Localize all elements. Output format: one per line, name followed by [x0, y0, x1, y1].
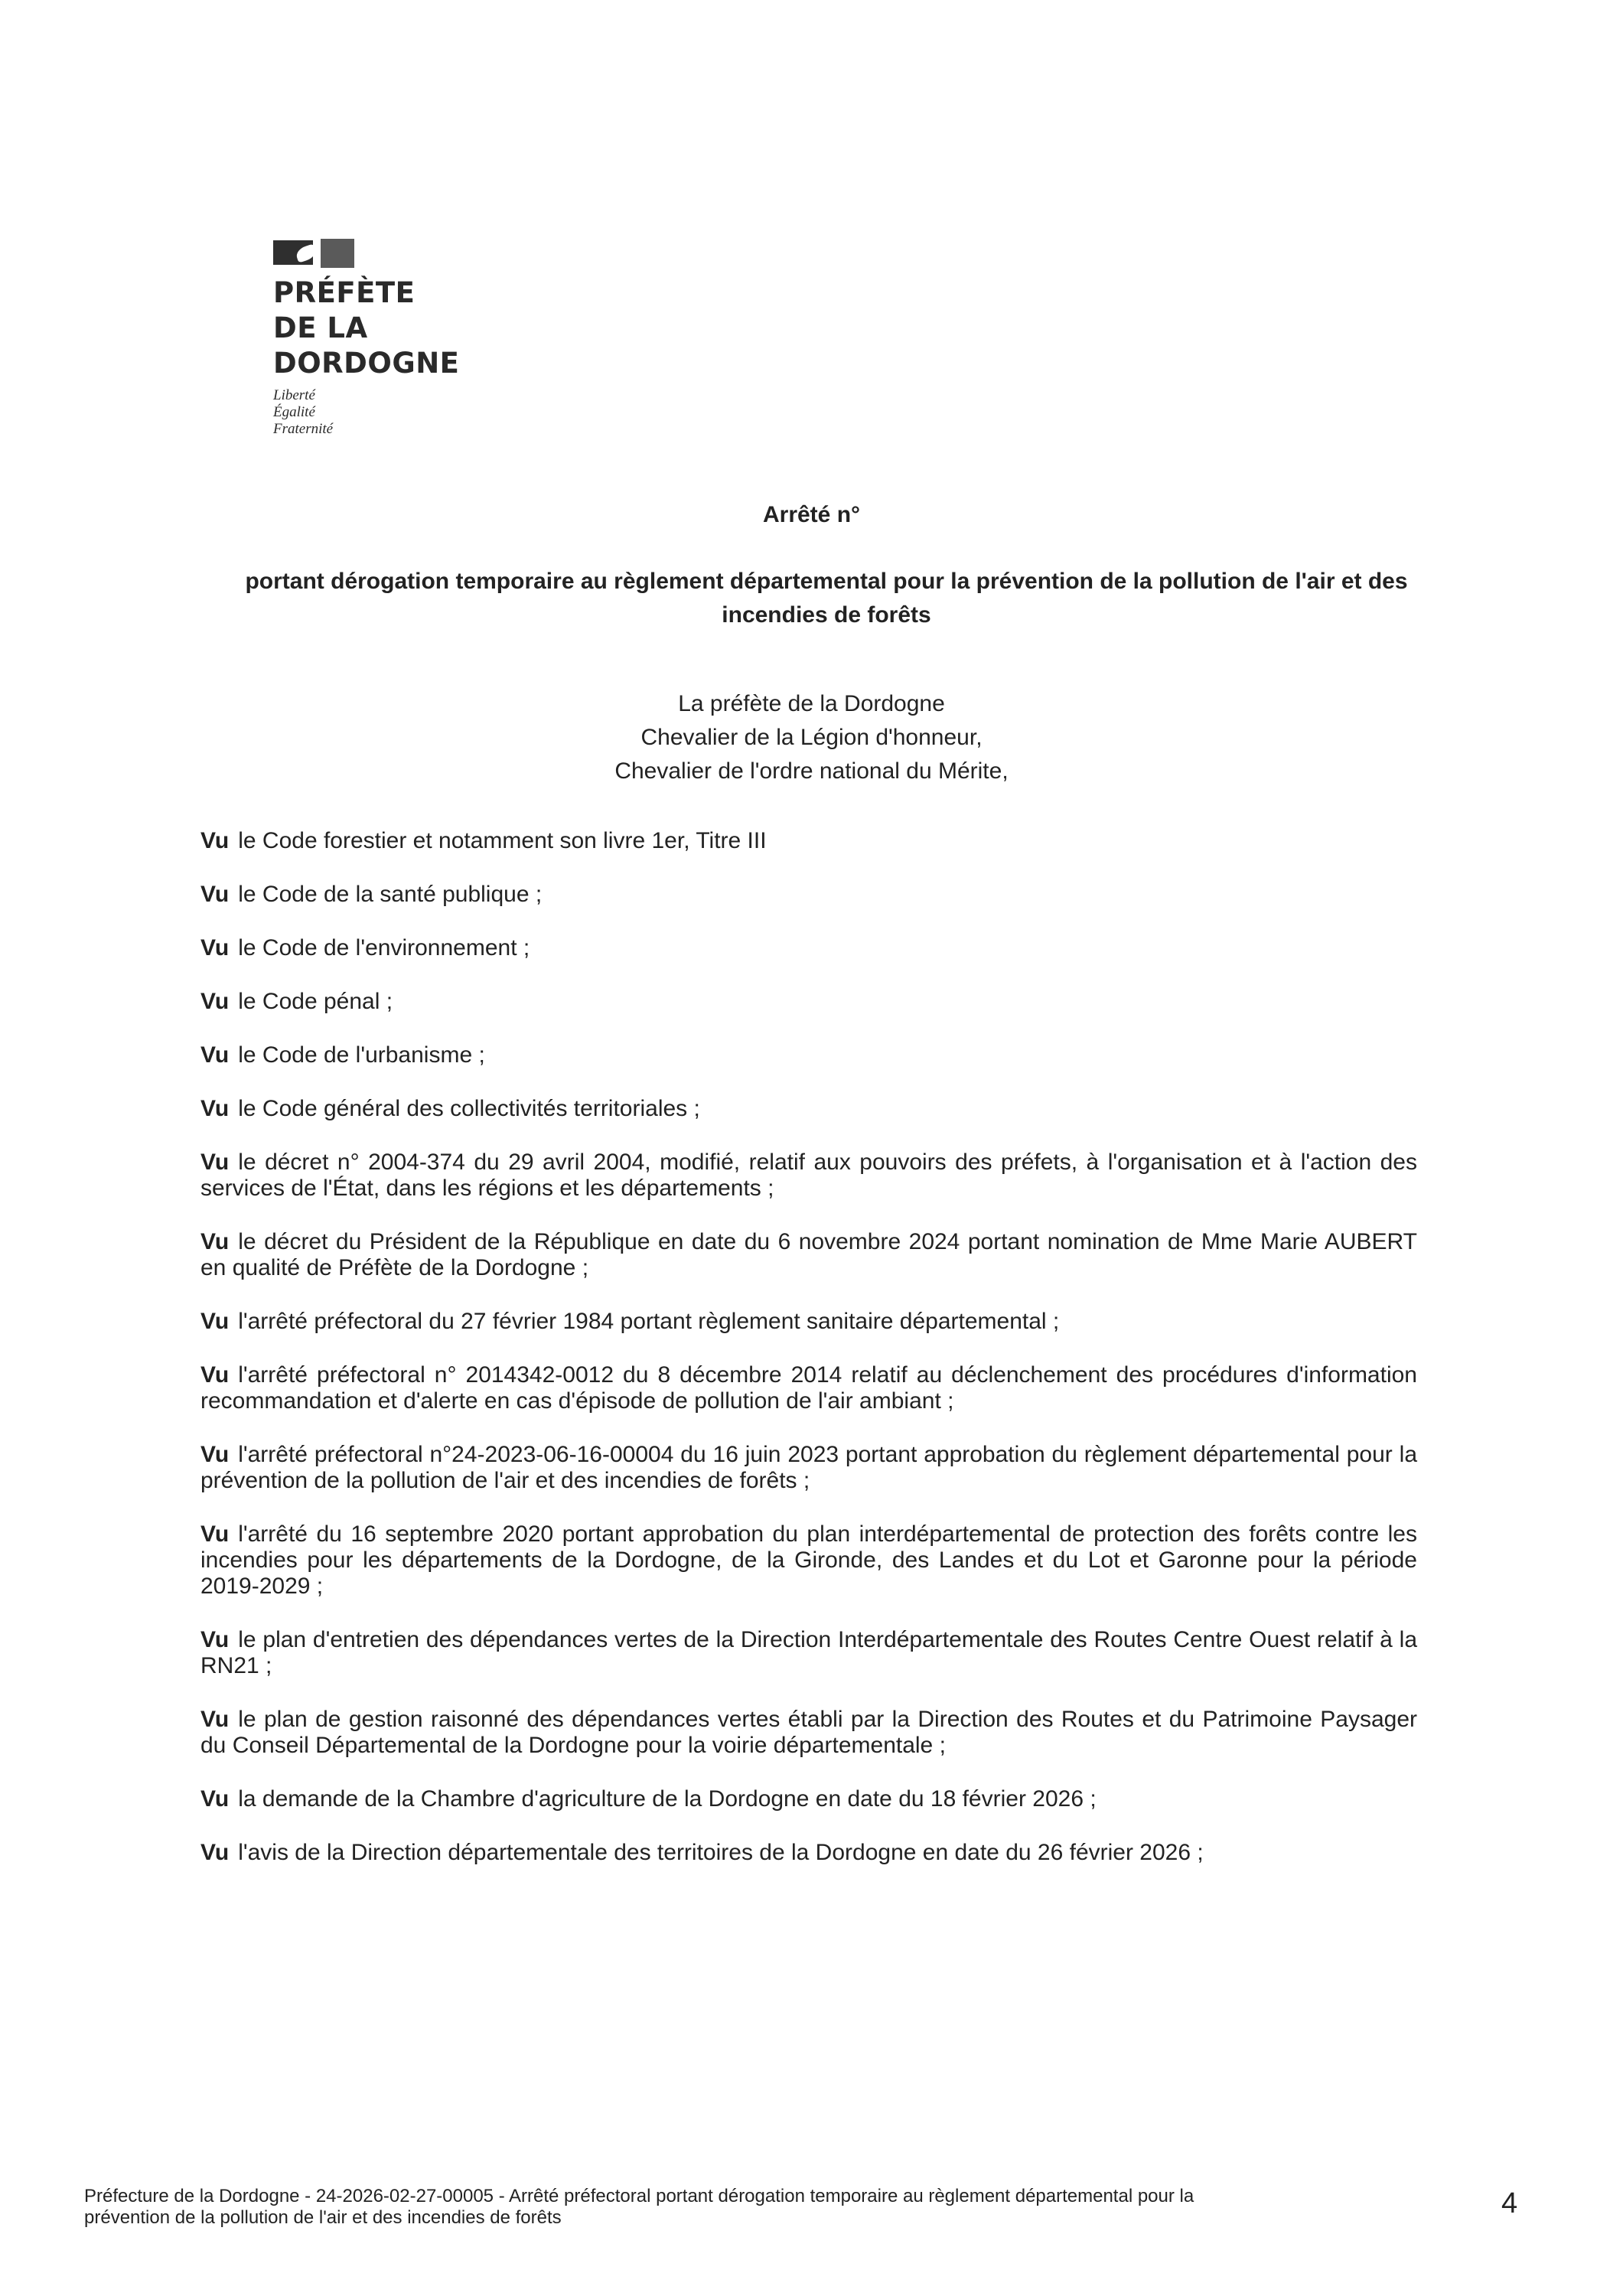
- visa-item: [200, 1229, 1417, 1281]
- visa-lead: Vu: [200, 1229, 230, 1254]
- visa-text: le plan d'entretien des dépendances vertes de la Direction Interdépartementale des Routes Centre Ouest relatif à la RN21 ;: [200, 1627, 1417, 1678]
- visa-item: [200, 1150, 1417, 1202]
- authority-line: Chevalier de la Légion d'honneur,: [640, 725, 983, 750]
- motto-line: Liberté: [273, 387, 315, 403]
- visa-lead: Vu: [200, 1362, 230, 1388]
- visa-text: le Code de l'urbanisme ;: [238, 1042, 485, 1068]
- motto: [273, 387, 503, 438]
- visa-text: le plan de gestion raisonné des dépendances vertes établi par la Direction des Routes et du Patrimoine Paysager du Conseil Départemental de la Dordogne pour la voirie départementale ;: [200, 1707, 1417, 1758]
- visa-text: le Code général des collectivités territoriales ;: [238, 1096, 700, 1121]
- visa-item: [200, 1042, 1417, 1068]
- visa-lead: Vu: [200, 1309, 230, 1334]
- org-line: DORDOGNE: [273, 347, 460, 380]
- visa-lead: Vu: [200, 1707, 230, 1732]
- visa-item: [200, 935, 1417, 961]
- visa-item: [200, 828, 1417, 854]
- visa-text: l'arrêté préfectoral du 27 février 1984 portant règlement sanitaire départemental ;: [238, 1309, 1060, 1334]
- visa-item: [200, 1627, 1417, 1679]
- visa-text: l'arrêté préfectoral n° 2014342-0012 du 8 décembre 2014 relatif au déclenchement des procédures d'information recommandation et d'alerte en cas d'épisode de pollution de l'air ambiant ;: [200, 1362, 1417, 1414]
- visa-lead: Vu: [200, 1442, 230, 1467]
- visa-item: [200, 989, 1417, 1015]
- visa-lead: Vu: [200, 1042, 230, 1068]
- org-line: DE LA: [273, 311, 368, 344]
- visas-list: [200, 828, 1417, 1893]
- footer-line: Préfecture de la Dordogne - 24-2026-02-27-00005 - Arrêté préfectoral portant dérogation temporaire au règlement départemental pour la: [84, 2186, 1194, 2206]
- org-name: [273, 276, 503, 381]
- visa-text: l'avis de la Direction départementale des territoires de la Dordogne en date du 26 février 2026 ;: [238, 1840, 1204, 1865]
- prefecture-logo: [273, 239, 503, 438]
- visa-text: la demande de la Chambre d'agriculture de la Dordogne en date du 18 février 2026 ;: [238, 1786, 1097, 1812]
- visa-text: l'arrêté préfectoral n°24-2023-06-16-00004 du 16 juin 2023 portant approbation du règlement départemental pour la prévention de la pollution de l'air et des incendies de forêts ;: [200, 1442, 1417, 1493]
- visa-item: [200, 1707, 1417, 1759]
- authority-block: [0, 687, 1623, 788]
- visa-item: [200, 882, 1417, 908]
- authority-line: Chevalier de l'ordre national du Mérite,: [614, 758, 1009, 784]
- document-title: Arrêté n°: [762, 502, 861, 527]
- document-subject: portant dérogation temporaire au règlement départemental pour la prévention de la pollution de l'air et des incendies de forêts: [245, 569, 1408, 628]
- footer-line: prévention de la pollution de l'air et des incendies de forêts: [84, 2207, 562, 2228]
- visa-lead: Vu: [200, 1786, 230, 1812]
- visa-lead: Vu: [200, 1521, 230, 1547]
- motto-line: Fraternité: [273, 421, 334, 437]
- visa-item: [200, 1309, 1417, 1335]
- page-number: 4: [1501, 2187, 1518, 2219]
- visa-text: le Code de l'environnement ;: [238, 935, 530, 960]
- marianne-flag-icon: [273, 239, 360, 268]
- visa-item: [200, 1521, 1417, 1600]
- visa-lead: Vu: [200, 935, 230, 960]
- visa-lead: Vu: [200, 989, 230, 1014]
- visa-lead: Vu: [200, 1627, 230, 1652]
- page-footer: [84, 2186, 1385, 2229]
- visa-item: [200, 1442, 1417, 1494]
- visa-text: le Code pénal ;: [238, 989, 393, 1014]
- visa-lead: Vu: [200, 828, 230, 853]
- visa-text: le Code forestier et notamment son livre 1er, Titre III: [238, 828, 767, 853]
- visa-item: [200, 1786, 1417, 1812]
- motto-line: Égalité: [273, 404, 315, 420]
- visa-lead: Vu: [200, 1840, 230, 1865]
- visa-item: [200, 1840, 1417, 1866]
- visa-item: [200, 1096, 1417, 1122]
- org-line: PRÉFÈTE: [273, 276, 416, 309]
- authority-line: La préfète de la Dordogne: [678, 691, 945, 716]
- visa-lead: Vu: [200, 1150, 230, 1175]
- visa-text: le décret n° 2004-374 du 29 avril 2004, modifié, relatif aux pouvoirs des préfets, à l'organisation et à l'action des services de l'État, dans les régions et les départements ;: [200, 1150, 1417, 1201]
- visa-text: le Code de la santé publique ;: [238, 882, 543, 907]
- visa-text: le décret du Président de la République en date du 6 novembre 2024 portant nomination de Mme Marie AUBERT en qualité de Préfète de la Dordogne ;: [200, 1229, 1417, 1280]
- visa-lead: Vu: [200, 882, 230, 907]
- visa-lead: Vu: [200, 1096, 230, 1121]
- visa-text: l'arrêté du 16 septembre 2020 portant approbation du plan interdépartemental de protection des forêts contre les incendies pour les départements de la Dordogne, de la Gironde, des Landes et du Lot et Garonne pour la période 2019-2029 ;: [200, 1521, 1417, 1599]
- visa-item: [200, 1362, 1417, 1414]
